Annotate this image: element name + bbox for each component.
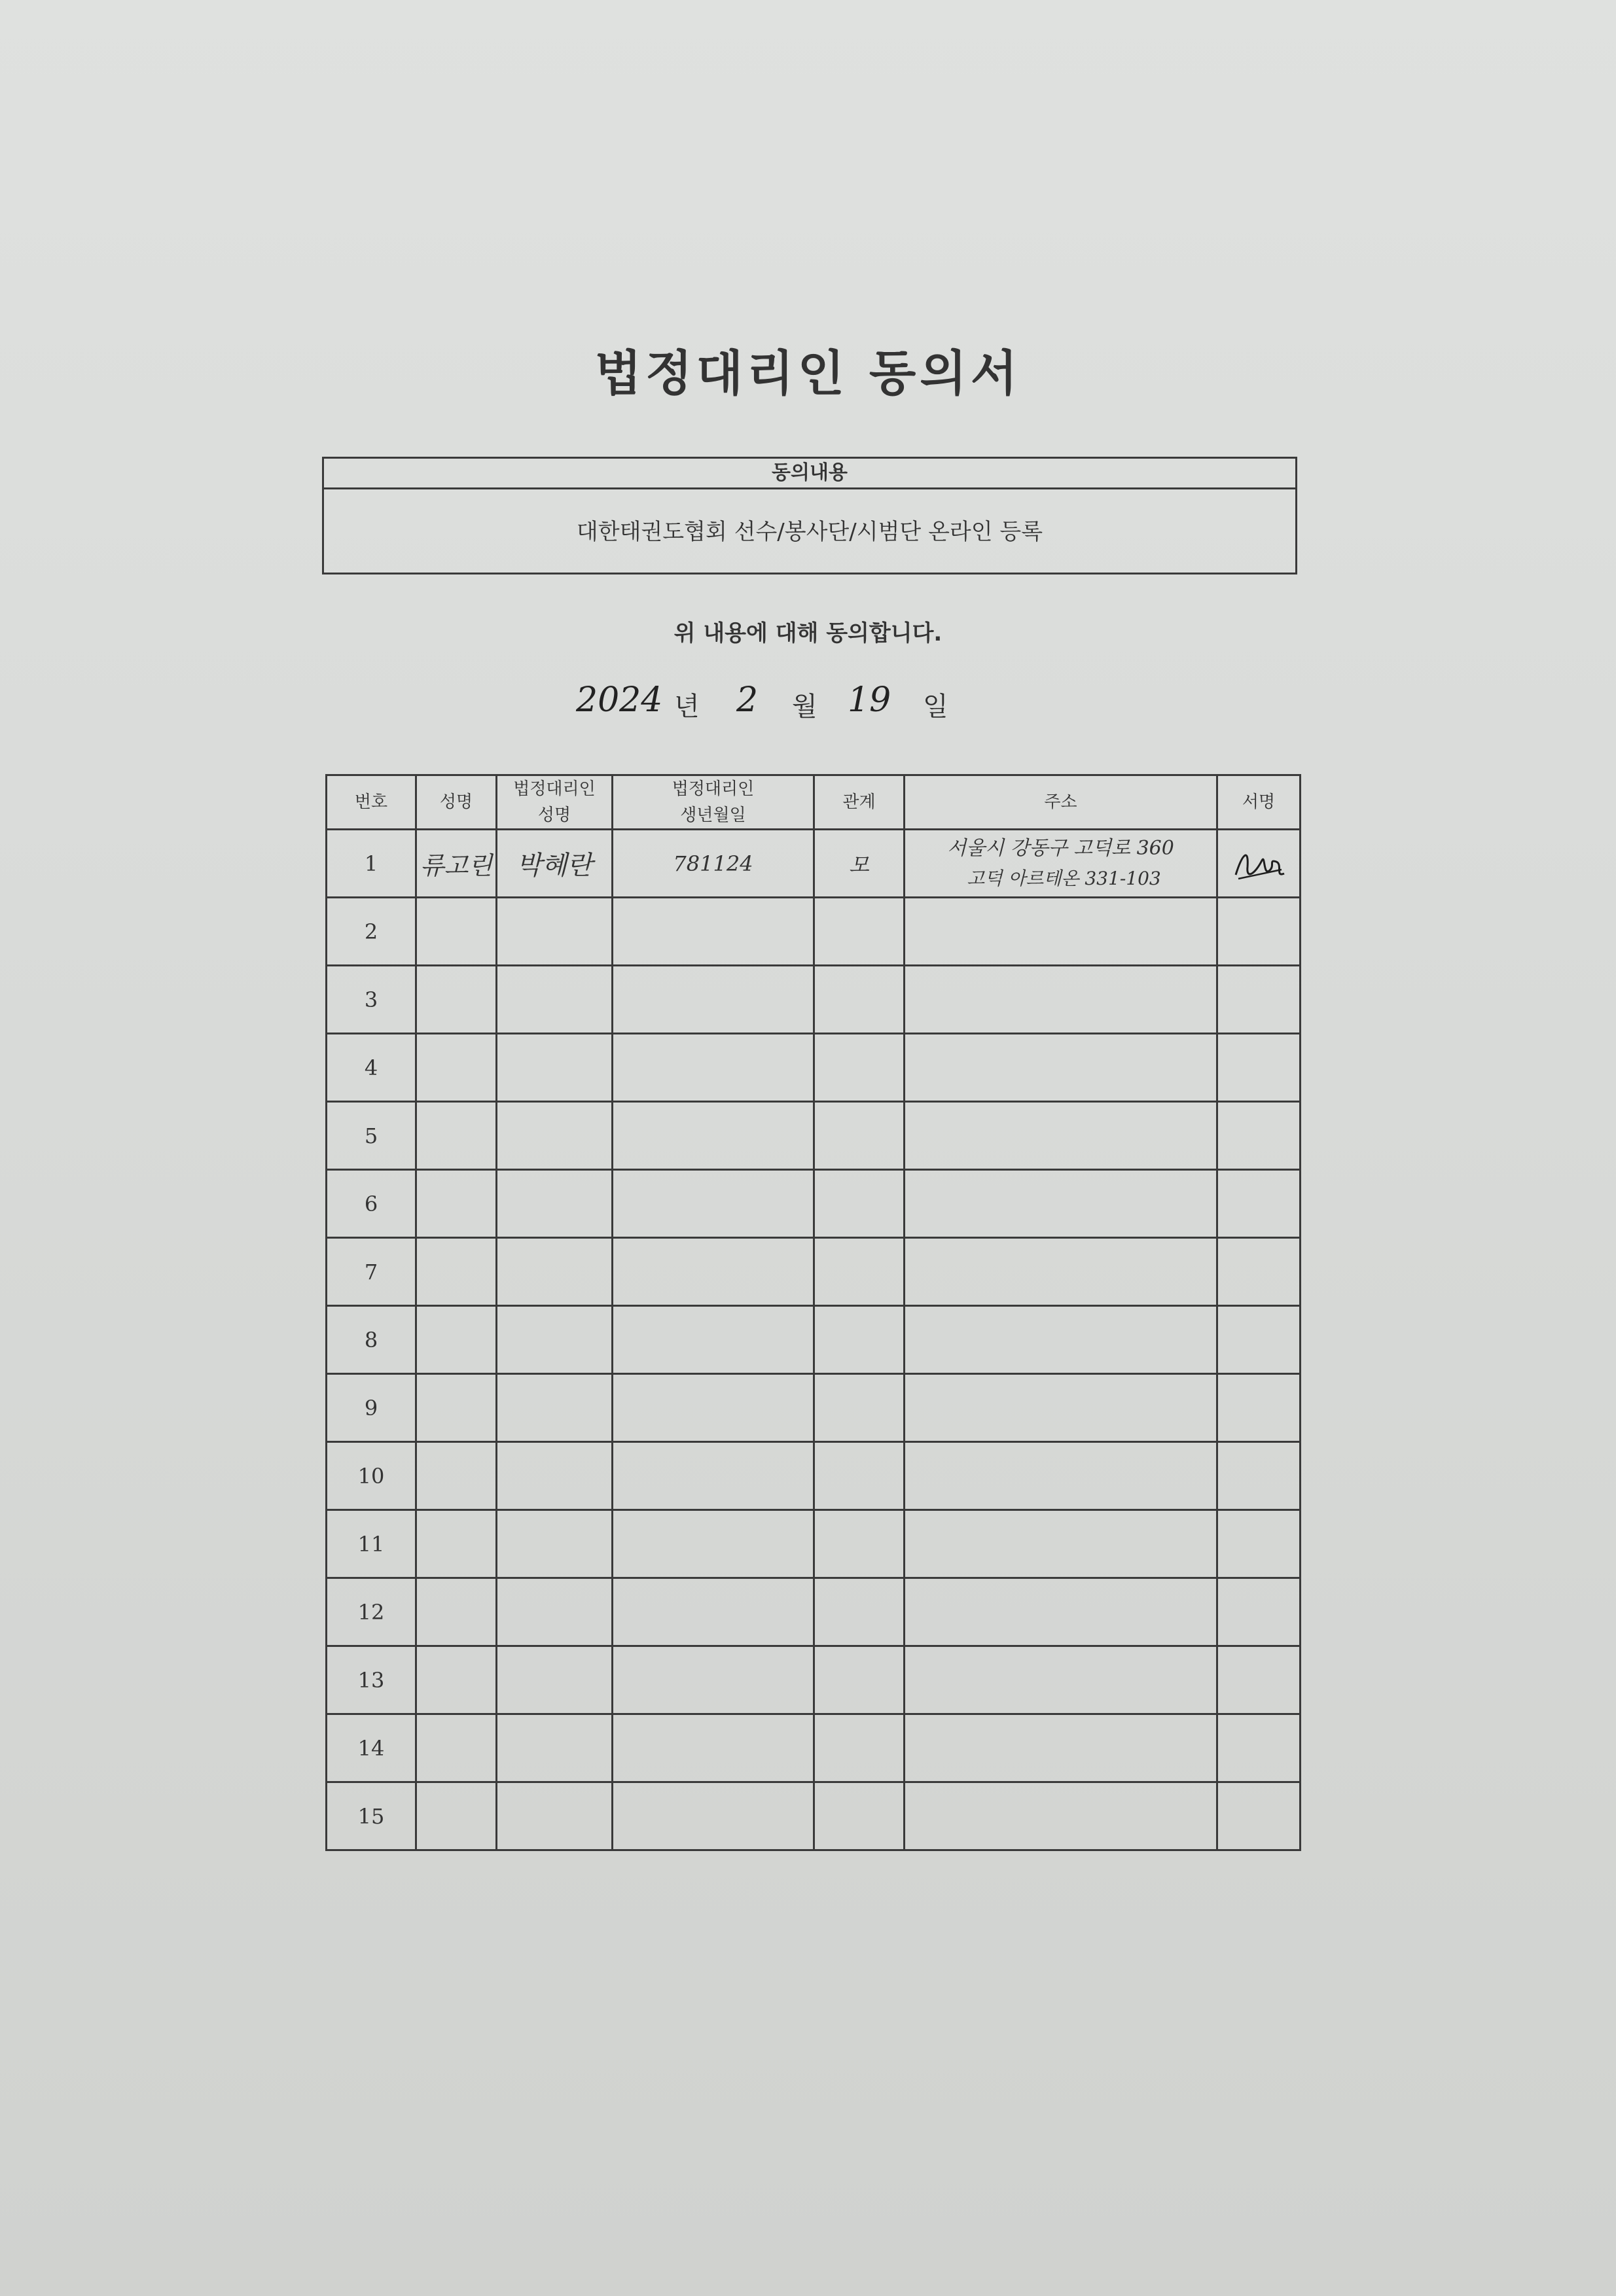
cell-guardian-birth xyxy=(613,1374,814,1442)
cell-guardian-birth xyxy=(613,1170,814,1238)
table-row xyxy=(327,1782,1301,1850)
cell-relation xyxy=(814,1442,905,1510)
cell-relation xyxy=(814,1306,905,1374)
cell-relation xyxy=(814,1034,905,1102)
date-day: 19 xyxy=(848,680,891,720)
cell-address xyxy=(905,1646,1217,1714)
table-row xyxy=(327,898,1301,966)
cell-no: 13 xyxy=(327,1646,416,1714)
cell-signature xyxy=(1217,1374,1301,1442)
cell-name xyxy=(416,966,497,1034)
cell-no: 1 xyxy=(327,830,416,898)
cell-guardian-birth xyxy=(613,966,814,1034)
cell-signature xyxy=(1217,898,1301,966)
cell-no: 5 xyxy=(327,1102,416,1170)
header-guardian-name-line2: 성명 xyxy=(537,805,571,825)
cell-address-line2: 고덕 아르테온 331-103 xyxy=(967,867,1161,889)
header-guardian-name xyxy=(497,775,613,830)
cell-guardian-name xyxy=(497,1374,613,1442)
cell-no: 10 xyxy=(327,1442,416,1510)
consent-content-header: 동의내용 xyxy=(324,459,1295,489)
cell-guardian-name xyxy=(497,1034,613,1102)
cell-guardian-name xyxy=(497,898,613,966)
consent-content-box xyxy=(322,457,1297,574)
cell-guardian-birth xyxy=(613,1510,814,1578)
cell-relation xyxy=(814,1170,905,1238)
cell-address xyxy=(905,1578,1217,1646)
cell-name xyxy=(416,1238,497,1306)
cell-guardian-name xyxy=(497,1238,613,1306)
table-row xyxy=(327,1578,1301,1646)
header-no: 번호 xyxy=(327,775,416,830)
cell-signature xyxy=(1217,1646,1301,1714)
cell-no: 12 xyxy=(327,1578,416,1646)
cell-guardian-name xyxy=(497,1646,613,1714)
guardian-table xyxy=(325,774,1301,1851)
cell-address xyxy=(905,830,1217,898)
table-row xyxy=(327,1646,1301,1714)
table-row xyxy=(327,1442,1301,1510)
cell-no: 8 xyxy=(327,1306,416,1374)
cell-signature xyxy=(1217,1578,1301,1646)
cell-relation xyxy=(814,1714,905,1782)
header-guardian-birth xyxy=(613,775,814,830)
cell-address xyxy=(905,1238,1217,1306)
cell-no: 9 xyxy=(327,1374,416,1442)
cell-no: 3 xyxy=(327,966,416,1034)
cell-guardian-birth xyxy=(613,1714,814,1782)
table-row xyxy=(327,1170,1301,1238)
cell-guardian-birth xyxy=(613,898,814,966)
cell-relation xyxy=(814,1510,905,1578)
cell-relation xyxy=(814,1578,905,1646)
cell-guardian-name: 박혜란 xyxy=(497,830,613,898)
cell-signature xyxy=(1217,966,1301,1034)
cell-name xyxy=(416,1170,497,1238)
table-row xyxy=(327,1034,1301,1102)
cell-signature xyxy=(1217,1782,1301,1850)
table-row xyxy=(327,1714,1301,1782)
agreement-statement: 위 내용에 대해 동의합니다. xyxy=(673,620,943,646)
cell-name xyxy=(416,1646,497,1714)
cell-address xyxy=(905,1714,1217,1782)
cell-name xyxy=(416,1782,497,1850)
cell-address xyxy=(905,898,1217,966)
page-title: 법정대리인 동의서 xyxy=(594,345,1022,402)
cell-signature xyxy=(1217,1170,1301,1238)
date-year: 2024 xyxy=(576,680,663,720)
cell-signature xyxy=(1217,1034,1301,1102)
cell-signature xyxy=(1217,1306,1301,1374)
header-relation: 관계 xyxy=(814,775,905,830)
cell-guardian-name xyxy=(497,1442,613,1510)
cell-name xyxy=(416,1374,497,1442)
cell-no: 11 xyxy=(327,1510,416,1578)
cell-address xyxy=(905,1034,1217,1102)
consent-content-text: 대한태권도협회 선수/봉사단/시범단 온라인 등록 xyxy=(576,519,1043,545)
cell-signature xyxy=(1217,1238,1301,1306)
table-row xyxy=(327,1306,1301,1374)
cell-address xyxy=(905,966,1217,1034)
table-row xyxy=(327,1374,1301,1442)
cell-guardian-name xyxy=(497,1170,613,1238)
cell-relation xyxy=(814,1646,905,1714)
cell-guardian-birth xyxy=(613,1102,814,1170)
cell-relation: 모 xyxy=(814,830,905,898)
cell-no: 2 xyxy=(327,898,416,966)
table-row xyxy=(327,1102,1301,1170)
cell-relation xyxy=(814,1782,905,1850)
date-year-unit: 년 xyxy=(674,692,700,722)
cell-relation xyxy=(814,898,905,966)
cell-guardian-birth xyxy=(613,1442,814,1510)
cell-relation xyxy=(814,1374,905,1442)
date-month: 2 xyxy=(736,680,759,720)
cell-guardian-name xyxy=(497,1782,613,1850)
cell-name xyxy=(416,1510,497,1578)
cell-no: 15 xyxy=(327,1782,416,1850)
header-guardian-birth-line2: 생년월일 xyxy=(680,805,746,825)
table-row xyxy=(327,1238,1301,1306)
cell-relation xyxy=(814,966,905,1034)
cell-name xyxy=(416,1034,497,1102)
cell-relation xyxy=(814,1102,905,1170)
cell-address xyxy=(905,1442,1217,1510)
cell-guardian-name xyxy=(497,1102,613,1170)
cell-guardian-birth xyxy=(613,1306,814,1374)
table-row xyxy=(327,966,1301,1034)
cell-guardian-birth: 781124 xyxy=(613,830,814,898)
cell-guardian-name xyxy=(497,1714,613,1782)
header-name: 성명 xyxy=(416,775,497,830)
cell-address-line1: 서울시 강동구 고덕로 360 xyxy=(947,836,1174,860)
cell-address xyxy=(905,1782,1217,1850)
cell-signature xyxy=(1217,1510,1301,1578)
date-month-unit: 월 xyxy=(792,692,817,722)
cell-address xyxy=(905,1510,1217,1578)
cell-guardian-name xyxy=(497,1578,613,1646)
table-header-row xyxy=(327,775,1301,830)
cell-signature xyxy=(1217,1442,1301,1510)
cell-name xyxy=(416,1714,497,1782)
cell-guardian-birth xyxy=(613,1578,814,1646)
cell-name xyxy=(416,1306,497,1374)
table-row xyxy=(327,1510,1301,1578)
cell-name xyxy=(416,898,497,966)
cell-guardian-birth xyxy=(613,1782,814,1850)
cell-address xyxy=(905,1170,1217,1238)
cell-guardian-birth xyxy=(613,1646,814,1714)
cell-name xyxy=(416,1102,497,1170)
table-row xyxy=(327,830,1301,898)
cell-name xyxy=(416,1578,497,1646)
cell-signature xyxy=(1217,830,1301,898)
cell-name xyxy=(416,1442,497,1510)
cell-guardian-birth xyxy=(613,1034,814,1102)
date-day-unit: 일 xyxy=(923,692,948,722)
header-guardian-name-line1: 법정대리인 xyxy=(513,779,596,799)
cell-name: 류고린 xyxy=(416,830,497,898)
cell-no: 14 xyxy=(327,1714,416,1782)
cell-no: 4 xyxy=(327,1034,416,1102)
cell-no: 7 xyxy=(327,1238,416,1306)
cell-signature xyxy=(1217,1102,1301,1170)
cell-address xyxy=(905,1306,1217,1374)
header-address: 주소 xyxy=(905,775,1217,830)
cell-guardian-name xyxy=(497,1306,613,1374)
cell-guardian-name xyxy=(497,1510,613,1578)
cell-no: 6 xyxy=(327,1170,416,1238)
signature-mark xyxy=(1229,841,1288,887)
cell-address xyxy=(905,1374,1217,1442)
header-signature: 서명 xyxy=(1217,775,1301,830)
cell-guardian-birth xyxy=(613,1238,814,1306)
header-guardian-birth-line1: 법정대리인 xyxy=(672,779,755,799)
cell-relation xyxy=(814,1238,905,1306)
cell-guardian-name xyxy=(497,966,613,1034)
cell-signature xyxy=(1217,1714,1301,1782)
cell-address xyxy=(905,1102,1217,1170)
